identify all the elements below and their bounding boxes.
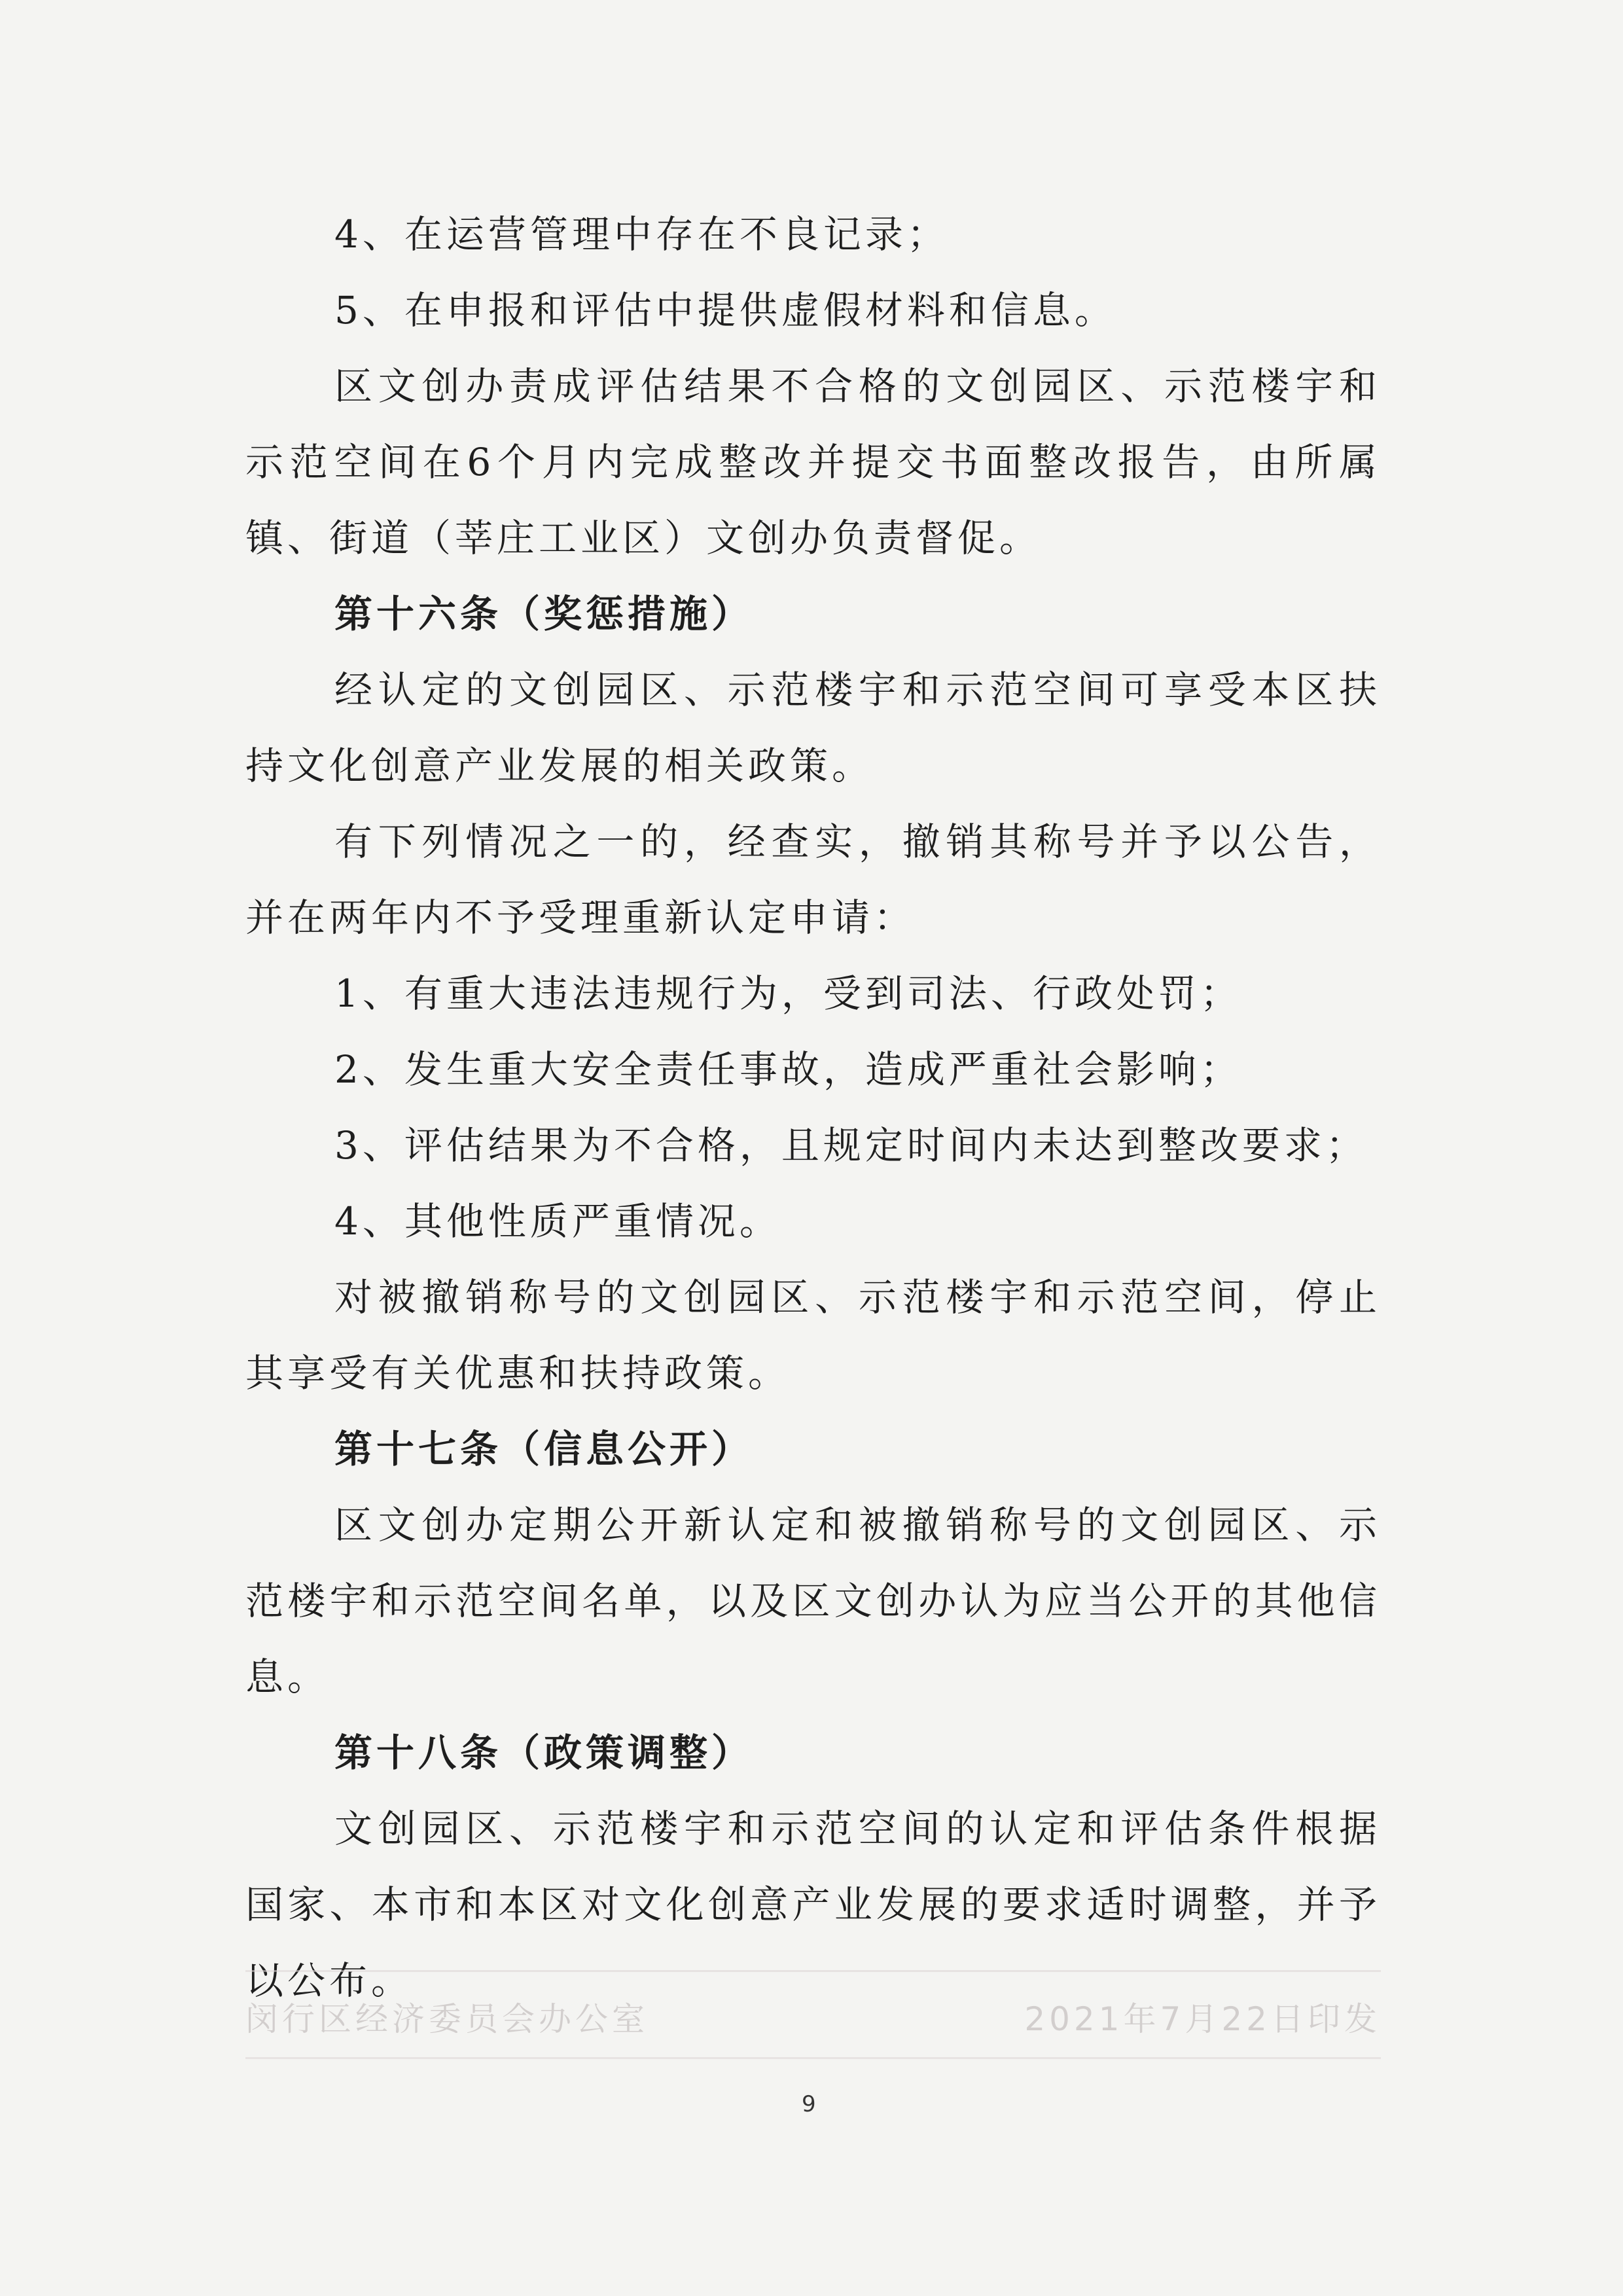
paragraph: 对被撤销称号的文创园区、示范楼宇和示范空间，停止其享受有关优惠和扶持政策。 — [245, 1275, 1381, 1395]
paragraph: 区文创办责成评估结果不合格的文创园区、示范楼宇和示范空间在6个月内完成整改并提交书面整改报告，由所属镇、街道（莘庄工业区）文创办负责督促。 — [245, 364, 1381, 560]
section-heading: 第十八条（政策调整） — [334, 1731, 754, 1775]
list-item: 2、发生重大安全责任事故，造成严重社会影响； — [334, 1047, 1242, 1092]
list-item: 5、在申报和评估中提供虚假材料和信息。 — [334, 288, 1116, 332]
page-number: 9 — [802, 2091, 816, 2117]
paragraph: 经认定的文创园区、示范楼宇和示范空间可享受本区扶持文化创意产业发展的相关政策。 — [245, 668, 1381, 788]
list-item: 4、其他性质严重情况。 — [334, 1199, 781, 1244]
paragraph: 文创园区、示范楼宇和示范空间的认定和评估条件根据国家、本市和本区对文化创意产业发展的要求适时调整，并予以公布。 — [245, 1806, 1381, 2003]
list-item: 4、在运营管理中存在不良记录； — [334, 212, 949, 257]
section-heading: 第十七条（信息公开） — [334, 1427, 754, 1471]
document-body — [245, 196, 1381, 2018]
list-item: 1、有重大违法违规行为，受到司法、行政处罚； — [334, 971, 1242, 1016]
paragraph: 区文创办定期公开新认定和被撤销称号的文创园区、示范楼宇和示范空间名单，以及区文创办认为应当公开的其他信息。 — [245, 1503, 1381, 1699]
paragraph: 有下列情况之一的，经查实，撤销其称号并予以公告，并在两年内不予受理重新认定申请： — [245, 819, 1381, 940]
issuance-footer — [245, 1970, 1381, 2059]
issuing-organization: 闵行区经济委员会办公室 — [245, 2000, 649, 2038]
list-item: 3、评估结果为不合格，且规定时间内未达到整改要求； — [334, 1123, 1368, 1168]
section-heading: 第十六条（奖惩措施） — [334, 592, 754, 636]
issue-date: 2021年7月22日印发 — [1024, 2000, 1381, 2038]
